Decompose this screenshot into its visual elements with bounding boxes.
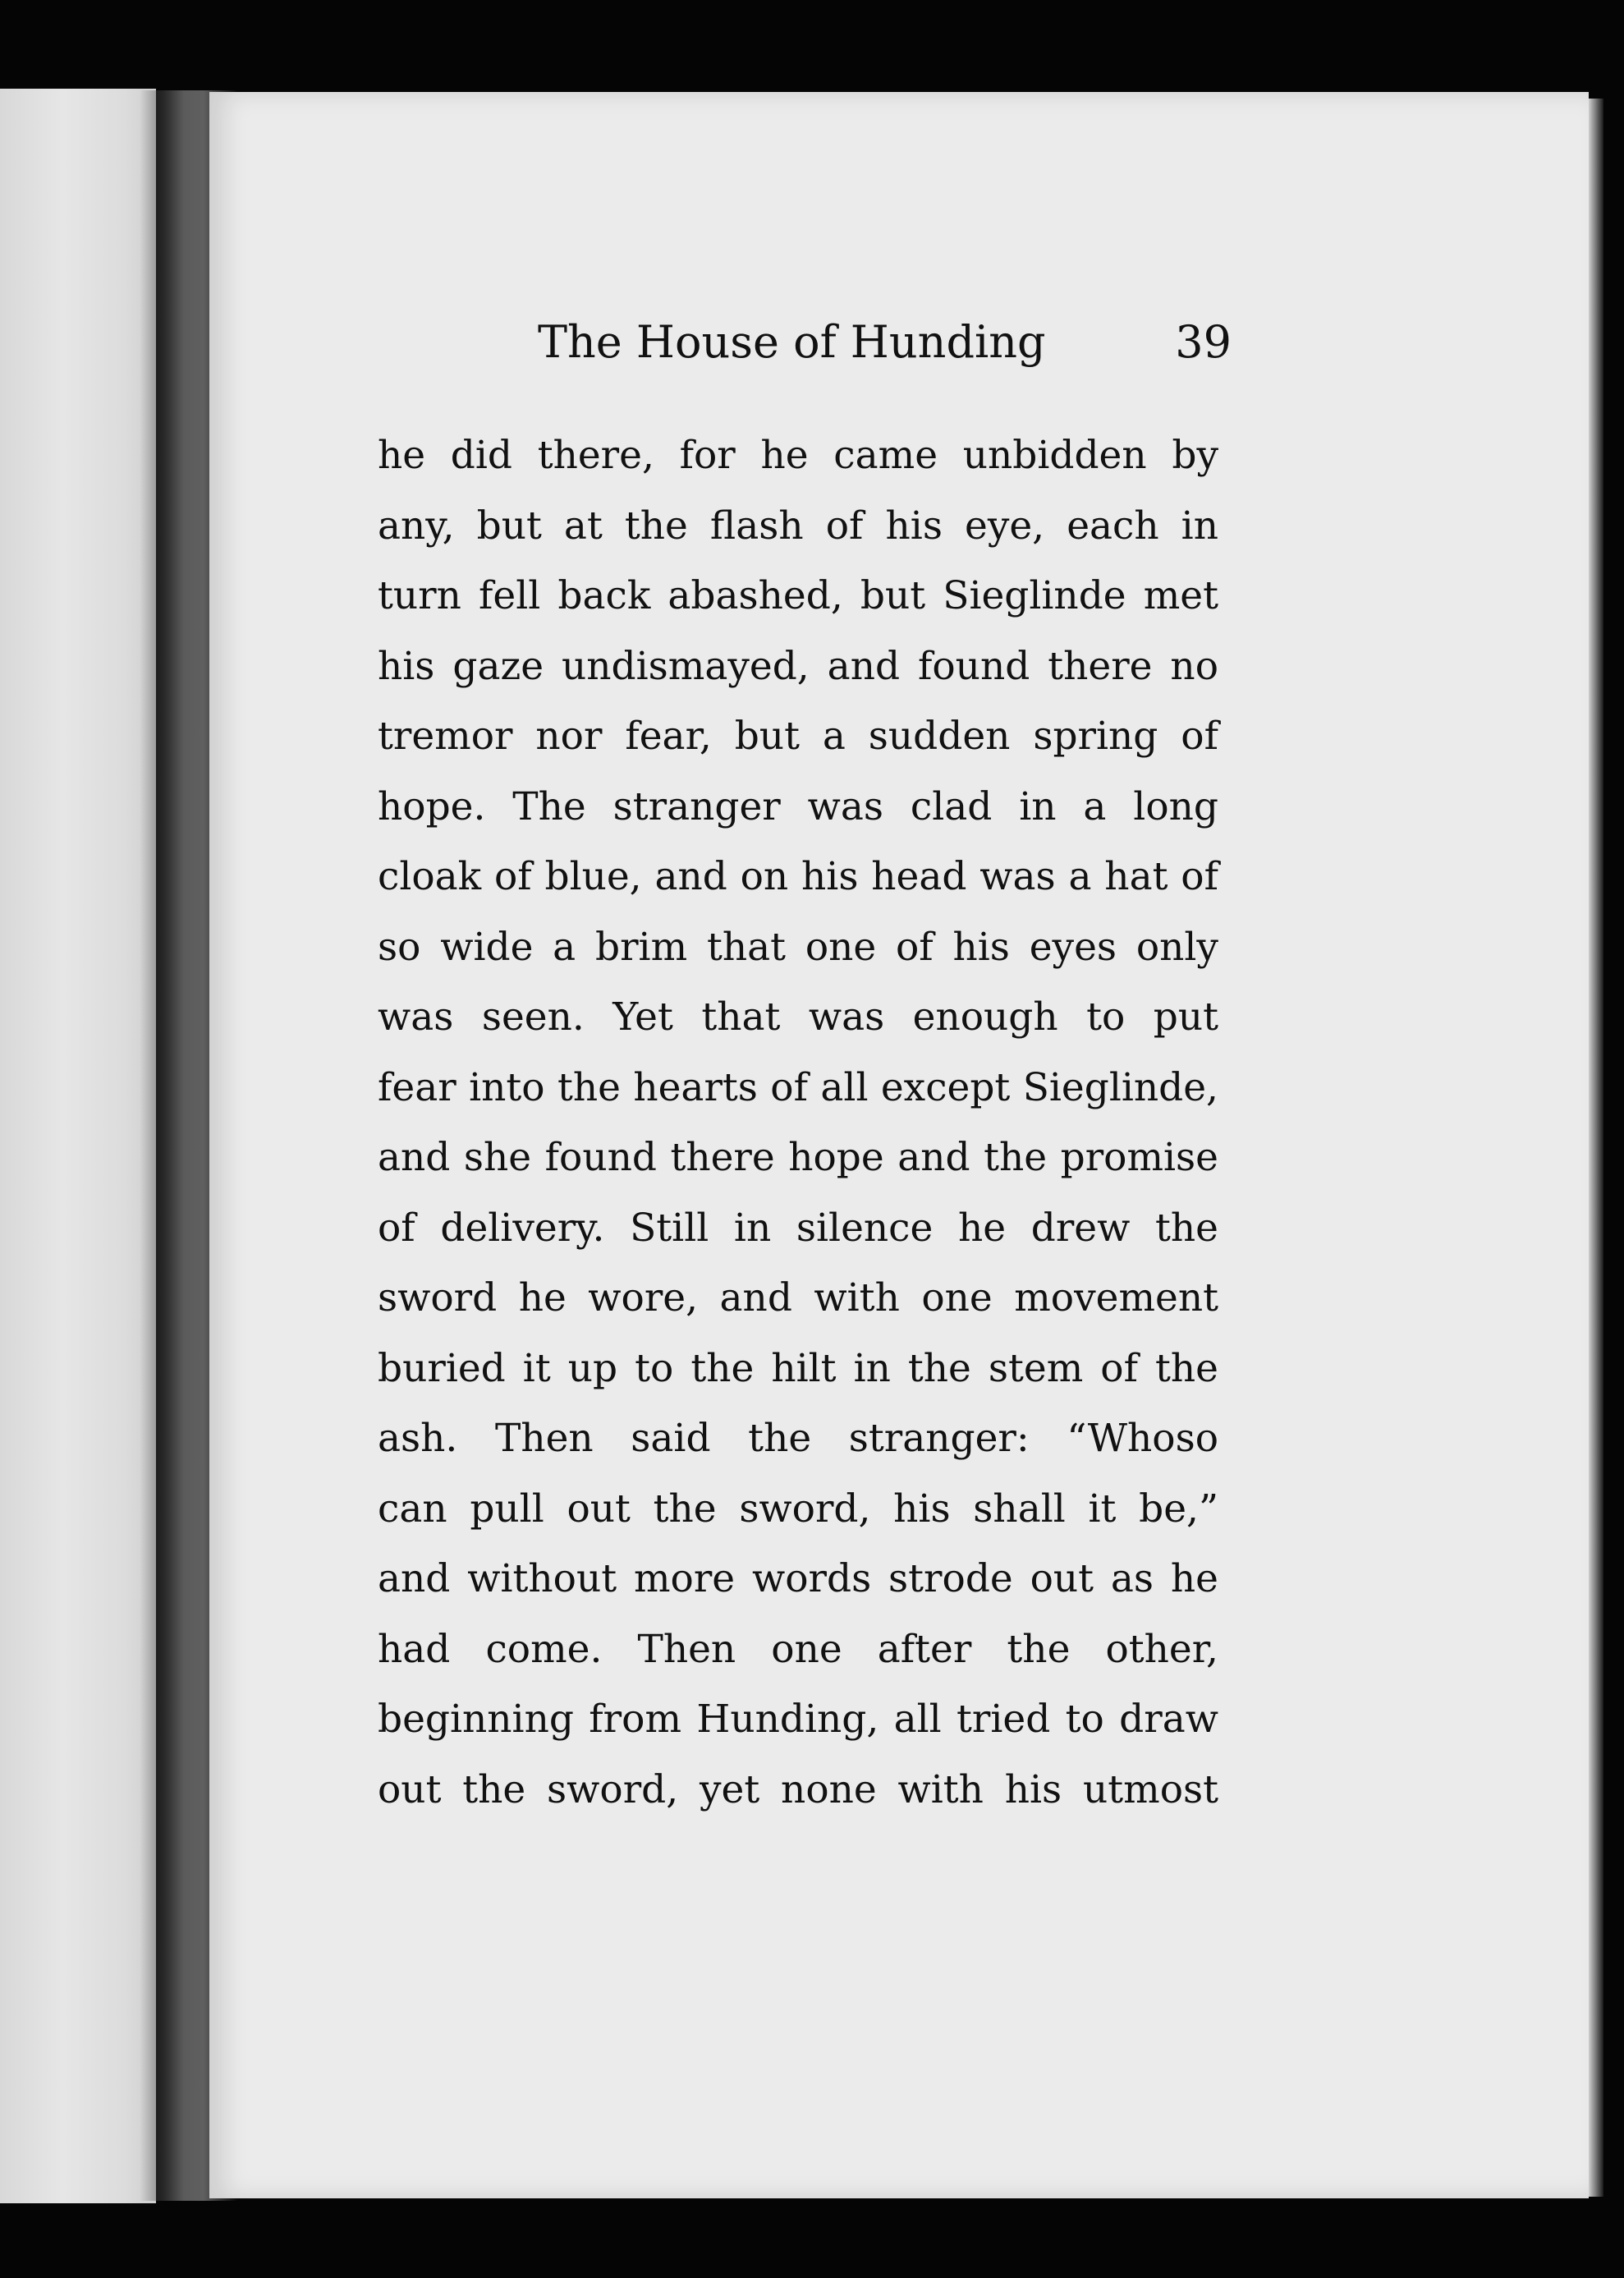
text-line: can pull out the sword, his shall it be,” xyxy=(378,1486,1218,1532)
left-page-edge xyxy=(0,89,156,2203)
text-line: buried it up to the hilt in the stem of the xyxy=(378,1345,1218,1391)
text-line: beginning from Hunding, all tried to draw xyxy=(378,1697,1218,1742)
text-line: his gaze undismayed, and found there no xyxy=(378,643,1218,689)
text-line: had come. Then one after the other, xyxy=(378,1626,1218,1672)
text-line: and she found there hope and the promise xyxy=(378,1135,1218,1180)
page-number: 39 xyxy=(1175,316,1232,368)
text-line: was seen. Yet that was enough to put xyxy=(378,994,1218,1040)
body-text xyxy=(378,420,1218,1825)
text-line: and without more words strode out as he xyxy=(378,1556,1218,1601)
right-page-edge xyxy=(1589,99,1603,2197)
text-line: turn fell back abashed, but Sieglinde met xyxy=(378,573,1218,618)
text-line: hope. The stranger was clad in a long xyxy=(378,783,1218,829)
text-line: cloak of blue, and on his head was a hat of xyxy=(378,854,1218,899)
running-title: The House of Hunding xyxy=(538,316,1046,368)
text-line: so wide a brim that one of his eyes only xyxy=(378,924,1218,970)
text-line: ash. Then said the stranger: “Whoso xyxy=(378,1416,1218,1461)
text-line: any, but at the flash of his eye, each in xyxy=(378,503,1218,549)
text-line: out the sword, yet none with his utmost xyxy=(378,1766,1218,1812)
text-line: sword he wore, and with one movement xyxy=(378,1275,1218,1320)
text-line: fear into the hearts of all except Sieglinde, xyxy=(378,1064,1218,1110)
running-head xyxy=(538,316,1232,390)
text-line: tremor nor fear, but a sudden spring of xyxy=(378,714,1218,759)
text-line: he did there, for he came unbidden by xyxy=(378,433,1218,478)
text-line: of delivery. Still in silence he drew the xyxy=(378,1205,1218,1251)
